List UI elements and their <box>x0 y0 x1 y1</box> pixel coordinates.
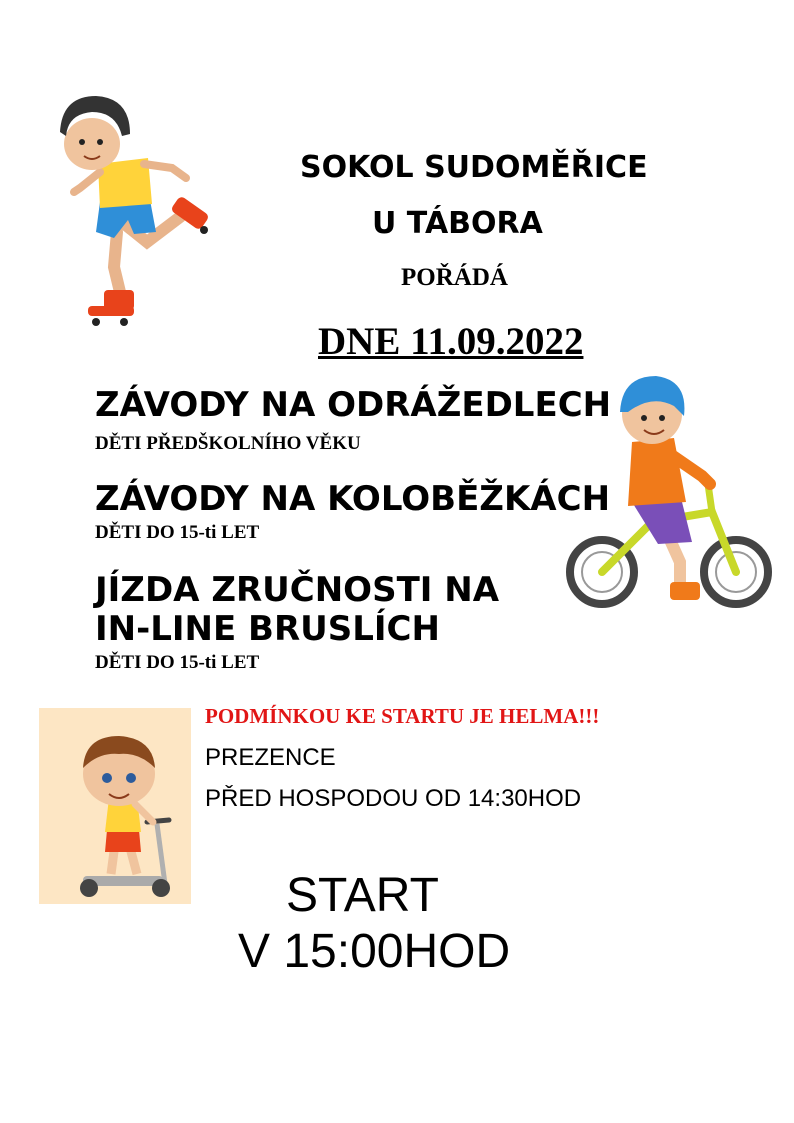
registration-detail: PŘED HOSPODOU OD 14:30HOD <box>205 785 582 812</box>
start-label: START <box>286 869 439 922</box>
organizer-location: U TÁBORA <box>372 206 543 241</box>
event-title-inline-line2: IN-LINE BRUSLÍCH <box>95 609 440 649</box>
start-time: V 15:00HOD <box>238 925 511 978</box>
event-subtitle-inline: DĚTI DO 15-ti LET <box>95 652 260 673</box>
event-title-inline-line1: JÍZDA ZRUČNOSTI NA <box>95 570 500 610</box>
event-subtitle-balance-bikes: DĚTI PŘEDŠKOLNÍHO VĚKU <box>95 433 361 454</box>
helmet-warning: PODMÍNKOU KE STARTU JE HELMA!!! <box>205 704 600 728</box>
event-date: DNE 11.09.2022 <box>318 320 584 363</box>
event-title-scooters: ZÁVODY NA KOLOBĚŽKÁCH <box>95 479 611 519</box>
event-subtitle-scooters: DĚTI DO 15-ti LET <box>95 522 260 543</box>
organizer-name: SOKOL SUDOMĚŘICE <box>300 150 648 185</box>
registration-label: PREZENCE <box>205 744 336 771</box>
event-title-balance-bikes: ZÁVODY NA ODRÁŽEDLECH <box>95 385 612 425</box>
skater-kid-illustration <box>52 92 220 332</box>
presents-label: POŘÁDÁ <box>401 264 508 291</box>
scooter-kid-illustration <box>39 708 191 904</box>
